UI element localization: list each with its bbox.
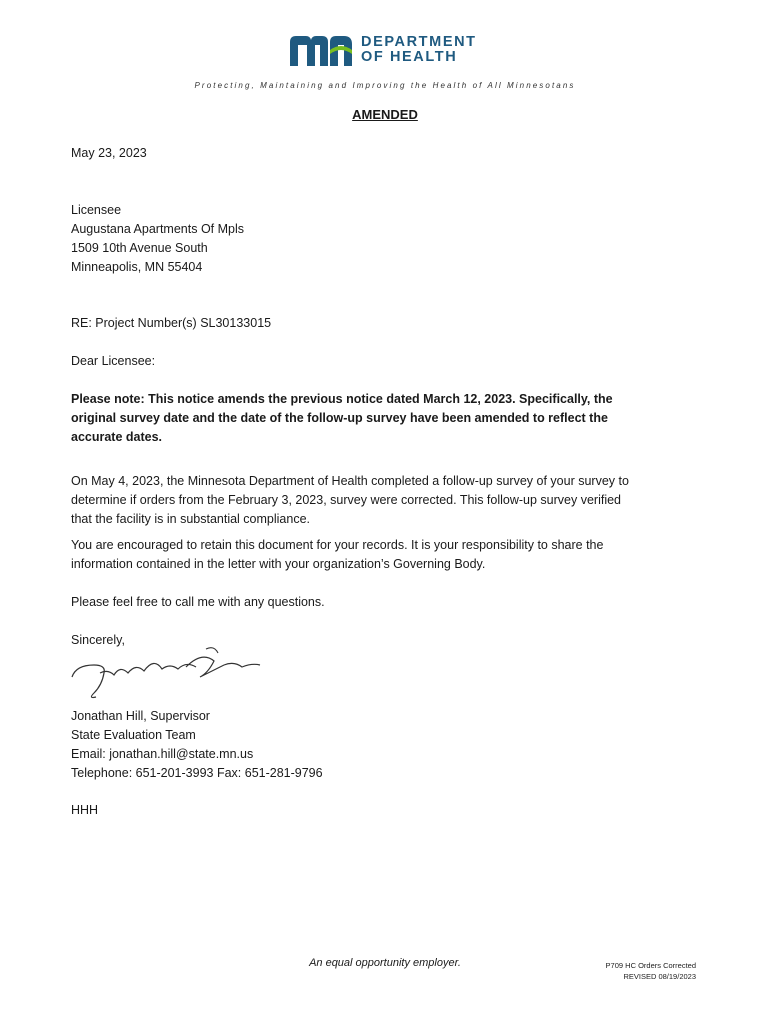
salutation-text: Dear Licensee: [71,354,156,368]
notice-line-2: original survey date and the date of the follow-up survey have been amended to reflect the [71,411,608,425]
paragraph3-text: Please feel free to call me with any questions. [71,595,325,609]
form-number-footer [606,960,696,982]
paragraph-retain [71,536,701,574]
date-text: May 23, 2023 [71,146,147,160]
initials [71,801,701,820]
address-block [71,201,701,277]
signer-name-title: Jonathan Hill, Supervisor [71,709,210,723]
address-line-1: Licensee [71,203,122,217]
notice-line-3: accurate dates. [71,430,163,444]
amendment-notice [71,390,701,447]
signer-block [71,707,701,783]
signer-team: State Evaluation Team [71,728,196,742]
paragraph2-line-2: information contained in the letter with your organization’s Governing Body. [71,557,486,571]
paragraph2-line-1: You are encouraged to retain this document for your records. It is your responsibility to share the [71,538,604,552]
form-line-2: REVISED 08/19/2023 [623,972,696,981]
paragraph-survey [71,472,701,529]
equal-opportunity-footer: An equal opportunity employer. [309,957,461,969]
signer-phone: Telephone: 651-201-3993 Fax: 651-281-9796 [71,766,323,780]
form-line-1: P709 HC Orders Corrected [605,961,696,970]
paragraph1-line-3: that the facility is in substantial compliance. [71,512,311,526]
re-line [71,314,701,333]
notice-line-1: Please note: This notice amends the previous notice dated March 12, 2023. Specifically, the [71,392,613,406]
department-name [361,35,477,65]
amended-heading: AMENDED [352,107,418,122]
address-line-3: 1509 10th Avenue South [71,241,208,255]
initials-text: HHH [71,803,99,817]
address-line-4: Minneapolis, MN 55404 [71,260,203,274]
paragraph-questions [71,593,701,612]
paragraph1-line-2: determine if orders from the February 3, 2023, survey were corrected. This follow-up survey verified [71,493,621,507]
dept-line-2: OF HEALTH [361,49,458,65]
tagline: Protecting, Maintaining and Improving the Health of All Minnesotans [194,81,576,90]
mn-logo-icon [290,36,352,66]
letterhead [0,34,770,74]
closing-text: Sincerely, [71,633,125,647]
letter-date [71,144,701,163]
re-text: RE: Project Number(s) SL30133015 [71,316,272,330]
salutation [71,352,701,371]
handwritten-signature [66,643,266,705]
signer-email: Email: jonathan.hill@state.mn.us [71,747,254,761]
paragraph1-line-1: On May 4, 2023, the Minnesota Department of Health completed a follow-up survey of your survey to [71,474,629,488]
address-line-2: Augustana Apartments Of Mpls [71,222,245,236]
dept-line-1: DEPARTMENT [361,34,477,50]
